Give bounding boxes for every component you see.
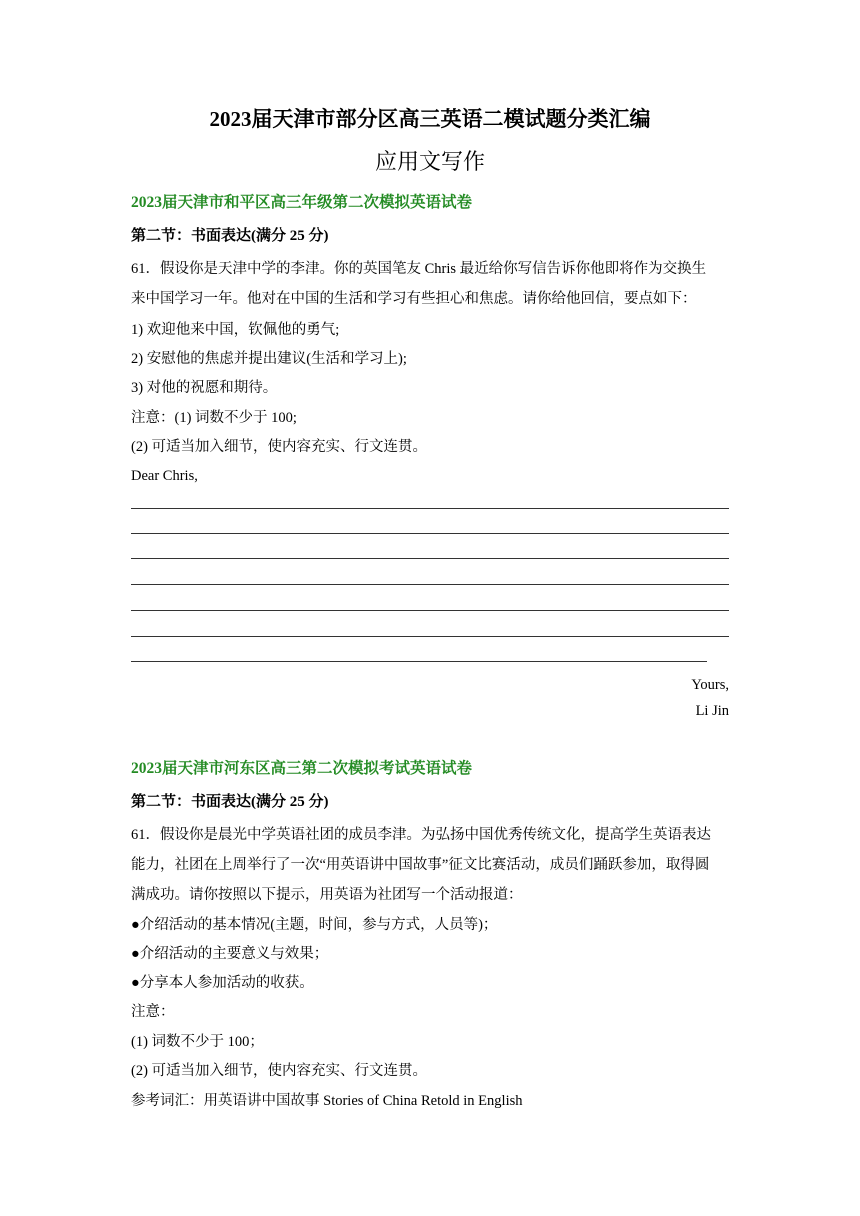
section2-note: (1) 词数不少于 100；: [131, 1034, 264, 1050]
letter-closing: Yours,: [691, 677, 729, 693]
section1-requirement: 2) 安慰他的焦虑并提出建议(生活和学习上);: [131, 351, 407, 367]
section2-prompt-line: 满成功。请你按照以下提示，用英语为社团写一个活动报道：: [131, 887, 523, 903]
section2-prompt-line: 61．假设你是晨光中学英语社团的成员李津。为弘扬中国优秀传统文化，提高学生英语表达: [131, 827, 711, 843]
document-subtitle: 应用文写作: [374, 149, 485, 174]
section1-note: (2) 可适当加入细节，使内容充实、行文连贯。: [131, 439, 428, 455]
answer-line: [131, 636, 729, 637]
section1-part-title: 第二节：书面表达(满分 25 分): [131, 228, 329, 244]
answer-line: [131, 533, 729, 534]
section2-note-label: 注意：: [131, 1004, 175, 1020]
section2-heading: 2023届天津市河东区高三第二次模拟考试英语试卷: [131, 760, 473, 777]
answer-line: [131, 508, 729, 509]
section2-bullet: ●介绍活动的基本情况(主题，时间，参与方式，人员等)；: [131, 917, 498, 933]
letter-signature: Li Jin: [695, 703, 729, 719]
section2-part-title: 第二节：书面表达(满分 25 分): [131, 794, 329, 810]
section1-heading: 2023届天津市和平区高三年级第二次模拟英语试卷: [131, 194, 473, 211]
answer-line: [131, 558, 729, 559]
section2-bullet: ●分享本人参加活动的收获。: [131, 975, 314, 991]
section1-requirement: 1) 欢迎他来中国，钦佩他的勇气;: [131, 322, 340, 338]
section1-note: 注意：(1) 词数不少于 100;: [131, 410, 297, 426]
section2-vocabulary: 参考词汇：用英语讲中国故事 Stories of China Retold in English: [131, 1093, 523, 1109]
document-title: 2023届天津市部分区高三英语二模试题分类汇编: [209, 107, 651, 131]
section2-bullet: ●介绍活动的主要意义与效果；: [131, 946, 329, 962]
section1-prompt-line: 61．假设你是天津中学的李津。你的英国笔友 Chris 最近给你写信告诉你他即将作为交换生: [131, 261, 707, 277]
letter-salutation: Dear Chris,: [131, 468, 198, 484]
section2-note: (2) 可适当加入细节，使内容充实、行文连贯。: [131, 1063, 428, 1079]
answer-line: [131, 584, 729, 585]
answer-line: [131, 610, 729, 611]
section1-prompt-line: 来中国学习一年。他对在中国的生活和学习有些担心和焦虑。请你给他回信，要点如下：: [131, 291, 697, 307]
section2-prompt-line: 能力，社团在上周举行了一次“用英语讲中国故事”征文比赛活动，成员们踊跃参加，取得圆: [131, 857, 710, 873]
answer-line: [131, 661, 707, 662]
section1-requirement: 3) 对他的祝愿和期待。: [131, 380, 278, 396]
